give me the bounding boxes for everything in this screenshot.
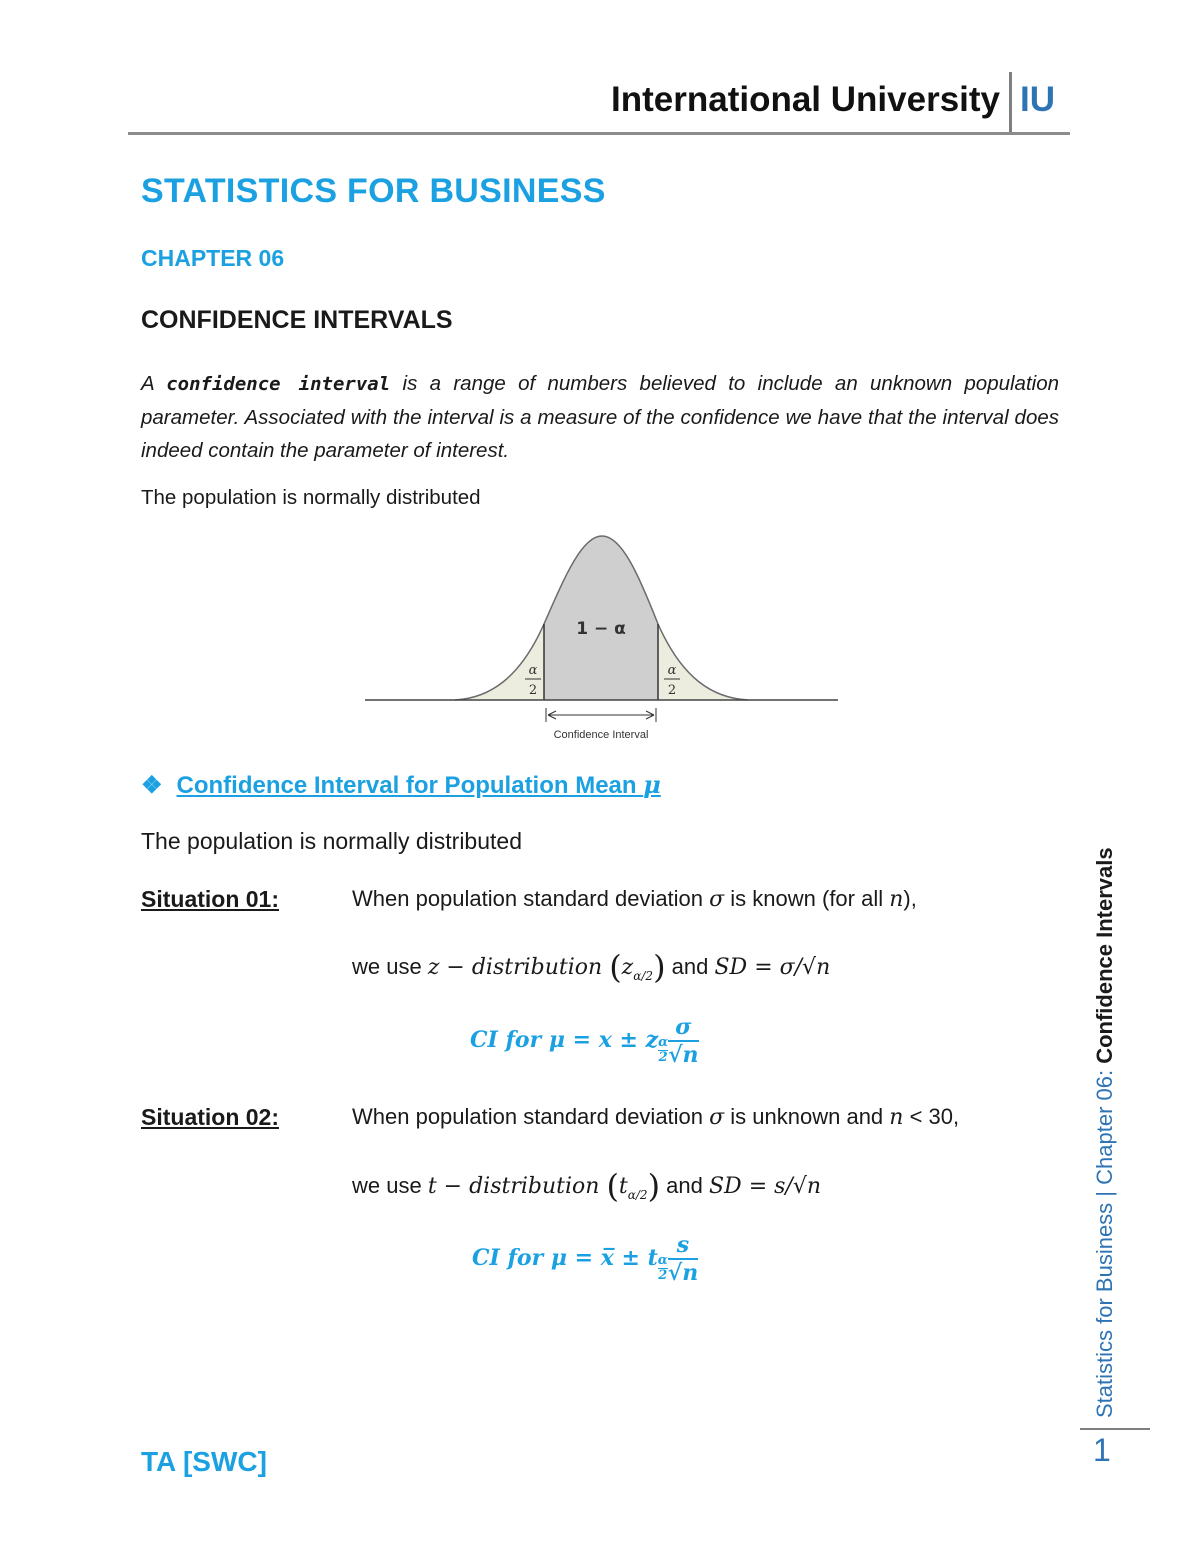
s2-crit-sub: α/2 (627, 1188, 648, 1202)
side-course: Statistics for Business | (1092, 1184, 1117, 1418)
s1-and: and (665, 954, 715, 979)
normal-distribution-figure (360, 528, 840, 748)
s2-formula-sub (658, 1254, 668, 1283)
center-area (544, 536, 658, 700)
ci-mean-heading (141, 770, 661, 800)
s2-sub-alpha: α (627, 1188, 636, 1202)
ci-mean-heading-text: Confidence Interval for Population Mean (176, 772, 644, 799)
population-note: The population is normally distributed (141, 486, 481, 509)
header-divider (1009, 72, 1012, 134)
s2-sub-two: 2 (639, 1188, 648, 1202)
definition-body: is a range of numbers believed to include an unknown population parameter. Associated with the interval is a measure of the confidence we have that the interval does indeed contain the parameter of interest. (141, 372, 1060, 462)
s1-we-use: we use (352, 954, 428, 979)
s1-formula-den: √n (668, 1042, 699, 1068)
s2-text-b: is unknown and (724, 1104, 890, 1129)
s2-dist-var: t (427, 1174, 437, 1199)
side-running-title (1092, 818, 1118, 1418)
s2-formula-sub-num: α (657, 1253, 668, 1268)
s2-dist-word: − distribution (436, 1174, 607, 1199)
chapter-label: CHAPTER 06 (141, 245, 285, 271)
course-title: STATISTICS FOR BUSINESS (141, 172, 606, 210)
left-tail-two: 2 (528, 683, 538, 698)
mu-symbol: μ (643, 770, 661, 799)
s1-sub-two: 2 (645, 969, 654, 983)
diamond-bullet-icon: ❖ (141, 772, 163, 799)
section-heading: CONFIDENCE INTERVALS (141, 306, 453, 334)
left-tail-alpha: α (528, 663, 538, 678)
s2-paren-open: ( (606, 1167, 619, 1205)
s2-n: n (889, 1105, 904, 1130)
situation-2-label: Situation 02: (141, 1104, 280, 1130)
s1-crit-sub: α/2 (633, 969, 654, 983)
right-tail-alpha: α (667, 663, 677, 678)
side-chapter-name: Confidence Intervals (1092, 847, 1117, 1064)
side-chapter-prefix: Chapter 06: (1092, 1063, 1117, 1185)
s1-paren-close: ) (653, 948, 666, 986)
s2-sd-eq: = s/√n (741, 1174, 822, 1199)
definition-term: confidence interval (166, 373, 391, 395)
s2-text-c: < 30, (903, 1104, 960, 1129)
s2-crit-var: t (618, 1174, 628, 1199)
s1-formula-sub-den: 2 (658, 1050, 668, 1065)
s1-text-c: ), (903, 886, 917, 911)
s1-dist-var: z (427, 955, 440, 980)
situation-1-line-2 (352, 948, 830, 986)
s2-formula-sub-den: 2 (658, 1268, 668, 1283)
definition-paragraph (141, 367, 1059, 467)
s1-formula-lhs: CI for μ = x ± z (470, 1027, 659, 1053)
s1-paren-open: ( (609, 948, 622, 986)
interval-label: Confidence Interval (553, 729, 649, 741)
s1-crit-var: z (621, 955, 634, 980)
s1-sd-label: SD (714, 955, 748, 980)
s2-text-a: When population standard deviation (352, 1104, 710, 1129)
s2-formula-lhs: CI for μ = x̅ ± t (472, 1245, 658, 1271)
s2-formula-den: √n (667, 1260, 699, 1286)
university-name: International University (611, 80, 1000, 119)
population-note-2: The population is normally distributed (141, 828, 522, 854)
s1-sub-alpha: α (633, 969, 642, 983)
s2-and: and (660, 1173, 709, 1198)
situation-2-line-2 (352, 1167, 821, 1205)
s1-n: n (889, 887, 904, 912)
definition-prefix: A (141, 372, 167, 395)
situation-1-label: Situation 01: (141, 886, 280, 912)
s1-formula-fraction (668, 1014, 698, 1068)
s2-formula-num: s (668, 1232, 698, 1260)
page-number-rule (1080, 1428, 1150, 1430)
s2-sigma: σ (709, 1105, 725, 1130)
right-tail-two: 2 (667, 683, 677, 698)
s1-dist-word: − distribution (439, 955, 610, 980)
situation-1-formula (470, 1014, 699, 1068)
s1-formula-num: σ (668, 1014, 698, 1042)
s2-we-use: we use (352, 1173, 428, 1198)
s2-formula-fraction (668, 1232, 698, 1286)
s1-sd-eq: = σ/√n (747, 955, 831, 980)
header-rule (128, 132, 1070, 135)
footer-ta: TA [SWC] (141, 1446, 267, 1477)
s1-text-a: When population standard deviation (352, 886, 710, 911)
s1-formula-sub-num: α (658, 1035, 669, 1050)
center-label: 1 − α (576, 619, 626, 639)
s1-sigma: σ (709, 887, 725, 912)
s1-formula-sub (658, 1036, 668, 1065)
situation-2-line-1 (352, 1104, 959, 1130)
s2-paren-close: ) (647, 1167, 661, 1205)
page-number: 1 (1093, 1432, 1111, 1468)
s2-sd-label: SD (708, 1174, 742, 1199)
situation-1-line-1 (352, 886, 917, 912)
university-abbr: IU (1020, 80, 1055, 119)
s1-text-b: is known (for all (724, 886, 890, 911)
situation-2-formula (472, 1232, 698, 1286)
